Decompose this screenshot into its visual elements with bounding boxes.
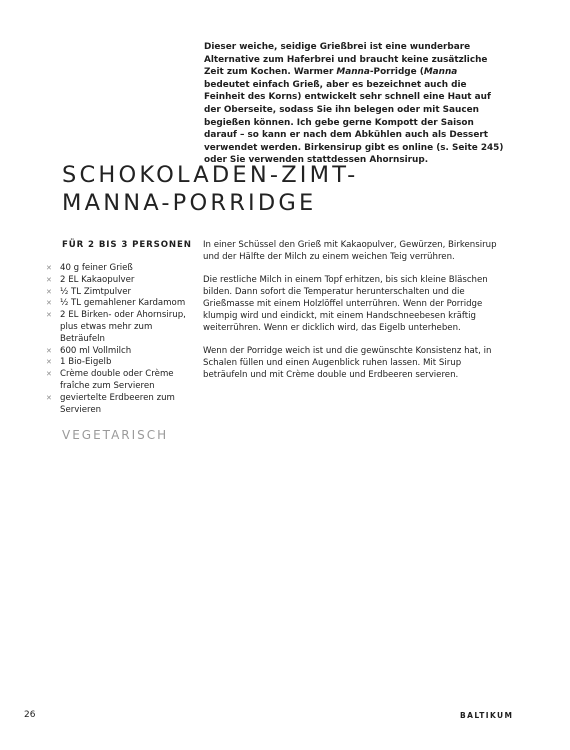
instruction-step: Die restliche Milch in einem Topf erhitzen, bis sich kleine Bläschen bilden. Dann sofort die Temperatur herunterschalten und die Grießmasse mit einem Holzlöffel unterrühren. Wenn der Porridge klumpig wird und eindickt, mit einem Handschneebesen kräftig weiterrühren. Wenn er dicklich wird, das Eigelb unterheben. bbox=[203, 275, 488, 333]
ingredient-text: Crème double oder Crème fraîche zum Servieren bbox=[60, 369, 174, 391]
cross-bullet-icon: ✕ bbox=[46, 370, 52, 379]
cross-bullet-icon: ✕ bbox=[46, 275, 52, 284]
cross-bullet-icon: ✕ bbox=[46, 311, 52, 320]
ingredient-text: 2 EL Kakaopulver bbox=[60, 274, 135, 285]
running-footer-title: BALTIKUM bbox=[460, 711, 514, 720]
ingredient-text: geviertelte Erdbeeren zum Servieren bbox=[60, 392, 175, 415]
ingredient-item bbox=[46, 310, 191, 345]
cross-bullet-icon: ✕ bbox=[46, 393, 52, 402]
ingredient-text: 40 g feiner Grieß bbox=[60, 263, 133, 273]
ingredient-item bbox=[46, 275, 191, 287]
cross-bullet-icon: ✕ bbox=[46, 264, 52, 272]
page-number: 26 bbox=[24, 710, 36, 720]
ingredient-item bbox=[46, 346, 191, 358]
intro-paragraph bbox=[204, 41, 504, 167]
ingredient-text: 1 Bio-Eigelb bbox=[60, 357, 112, 368]
recipe-title-line-2: MANNA-PORRIDGE bbox=[62, 189, 317, 216]
intro-emphasis-manna-2: Manna bbox=[423, 67, 458, 78]
intro-text-1: Dieser weiche, seidige Grießbrei ist eine wunderbare Alternative zum Haferbrei und braucht keine zusätzliche Zeit zum Kochen. Warmer bbox=[204, 42, 488, 78]
ingredient-item bbox=[46, 263, 191, 275]
ingredient-text: ½ TL Zimtpulver bbox=[60, 286, 132, 297]
servings-heading: FÜR 2 BIS 3 PERSONEN bbox=[62, 240, 192, 250]
ingredient-list bbox=[46, 263, 191, 416]
ingredient-item bbox=[46, 369, 191, 393]
instruction-step: Wenn der Porridge weich ist und die gewünschte Konsistenz hat, in Schalen füllen und einen Augenblick ruhen lassen. Mit Sirup beträufeln und mit Crème double und Erdbeeren servieren. bbox=[203, 346, 492, 380]
instructions bbox=[203, 240, 503, 393]
instruction-step: In einer Schüssel den Grieß mit Kakaopulver, Gewürzen, Birkensirup und der Hälfte der Milch zu einem weichen Teig verrühren. bbox=[203, 240, 497, 262]
intro-emphasis-manna-1: Manna bbox=[336, 67, 370, 78]
recipe-title-line-1: SCHOKOLADEN-ZIMT- bbox=[62, 162, 359, 188]
cross-bullet-icon: ✕ bbox=[46, 287, 52, 296]
ingredient-item bbox=[46, 357, 191, 369]
recipe-title bbox=[62, 162, 358, 217]
cross-bullet-icon: ✕ bbox=[46, 346, 52, 355]
intro-text-2: -Porridge ( bbox=[369, 67, 424, 78]
ingredient-item bbox=[46, 298, 191, 310]
ingredient-text: 600 ml Vollmilch bbox=[60, 345, 132, 356]
ingredient-item bbox=[46, 287, 191, 299]
ingredient-text: ½ TL gemahlener Kardamom bbox=[60, 298, 186, 309]
intro-text-3: bedeutet einfach Grieß, aber es bezeichnet auch die Feinheit des Korns) entwickelt sehr schnell eine Haut auf der Oberseite, sodass Sie ihn belegen oder mit Saucen begießen können. Ich gebe gerne Kompott der Saison darauf – so kann er nach dem Abkühlen auch als Dessert verwendet werden. Birkensirup gibt es online (s. Seite 245) oder Sie verwenden stattdessen Ahornsirup. bbox=[204, 79, 504, 166]
vegetarian-tag: VEGETARISCH bbox=[62, 428, 169, 442]
cross-bullet-icon: ✕ bbox=[46, 358, 52, 367]
ingredient-item bbox=[46, 393, 191, 417]
cross-bullet-icon: ✕ bbox=[46, 299, 52, 308]
ingredient-text: 2 EL Birken- oder Ahornsirup, plus etwas mehr zum Beträufeln bbox=[60, 310, 186, 344]
